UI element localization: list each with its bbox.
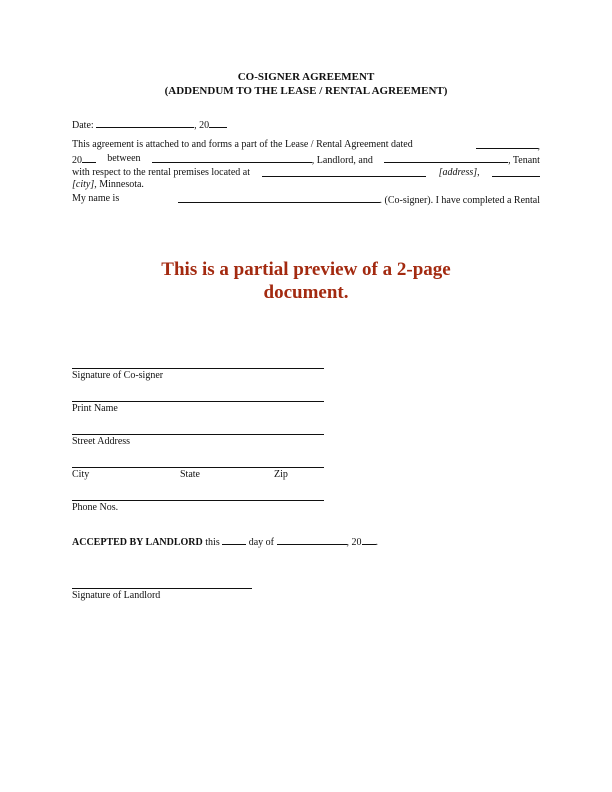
city-label: City bbox=[72, 469, 90, 480]
year-blank bbox=[82, 153, 96, 163]
document-title: CO-SIGNER AGREEMENT bbox=[237, 71, 375, 83]
para-text: 20 bbox=[72, 155, 82, 166]
street-address-line bbox=[72, 434, 324, 435]
accepted-heading: ACCEPTED BY LANDLORD bbox=[72, 537, 203, 548]
phone-label: Phone Nos. bbox=[72, 502, 119, 513]
date-blank bbox=[96, 118, 194, 128]
date-year-prefix: , 20 bbox=[194, 120, 210, 131]
city-hint: [city] bbox=[72, 179, 95, 190]
preview-notice bbox=[0, 258, 612, 304]
landlord-name-blank bbox=[152, 153, 312, 163]
para-text: , Landlord, and bbox=[311, 155, 373, 166]
print-name-label: Print Name bbox=[72, 403, 118, 414]
paragraph-line bbox=[72, 153, 540, 167]
phone-line bbox=[72, 500, 324, 501]
landlord-signature-line bbox=[72, 588, 252, 589]
cosigner-name-blank bbox=[178, 193, 380, 203]
print-name-line bbox=[72, 401, 324, 402]
date-year-blank bbox=[209, 118, 227, 128]
landlord-signature-label: Signature of Landlord bbox=[72, 590, 161, 601]
paragraph-line bbox=[72, 193, 540, 207]
month-blank bbox=[277, 535, 347, 545]
para-text: My name is bbox=[72, 193, 120, 204]
city-blank bbox=[492, 167, 540, 177]
para-text: day of bbox=[246, 537, 277, 548]
paragraph-line bbox=[72, 167, 540, 179]
date-line bbox=[72, 118, 540, 132]
accepted-year-blank bbox=[362, 535, 376, 545]
street-address-label: Street Address bbox=[72, 436, 131, 447]
para-text: , bbox=[477, 167, 480, 178]
preview-text: This is a partial preview of a 2-page bbox=[161, 259, 451, 280]
para-text: with respect to the rental premises located at bbox=[72, 167, 250, 178]
agreement-paragraph bbox=[72, 139, 540, 191]
para-text: . (Co-signer). I have completed a Rental bbox=[379, 195, 540, 206]
cosigner-paragraph bbox=[72, 193, 540, 207]
tenant-name-blank bbox=[384, 153, 508, 163]
preview-text: document. bbox=[263, 282, 349, 303]
cosigner-signature-label: Signature of Co-signer bbox=[72, 370, 164, 381]
day-blank bbox=[222, 535, 246, 545]
address-hint: [address] bbox=[438, 167, 478, 178]
para-text: This agreement is attached to and forms a part of the Lease / Rental Agreement dated bbox=[72, 139, 413, 150]
accepted-by-landlord-line bbox=[72, 535, 378, 548]
para-text: , Tenant bbox=[508, 155, 540, 166]
cosigner-signature-line bbox=[72, 368, 324, 369]
zip-label: Zip bbox=[274, 469, 288, 480]
paragraph-line bbox=[72, 139, 540, 153]
paragraph-line bbox=[72, 179, 540, 191]
para-text: , bbox=[537, 141, 540, 152]
lease-date-blank bbox=[476, 139, 538, 149]
document-subtitle: (ADDENDUM TO THE LEASE / RENTAL AGREEMENT) bbox=[164, 85, 448, 97]
para-text: , Minnesota. bbox=[94, 179, 144, 190]
para-text: this bbox=[202, 537, 223, 548]
address-blank bbox=[262, 167, 426, 177]
para-text: , 20 bbox=[346, 537, 362, 548]
date-label: Date: bbox=[72, 120, 94, 131]
para-text: . bbox=[375, 537, 378, 548]
para-text: between bbox=[107, 153, 141, 164]
city-state-zip-line bbox=[72, 467, 324, 468]
state-label: State bbox=[180, 469, 200, 480]
